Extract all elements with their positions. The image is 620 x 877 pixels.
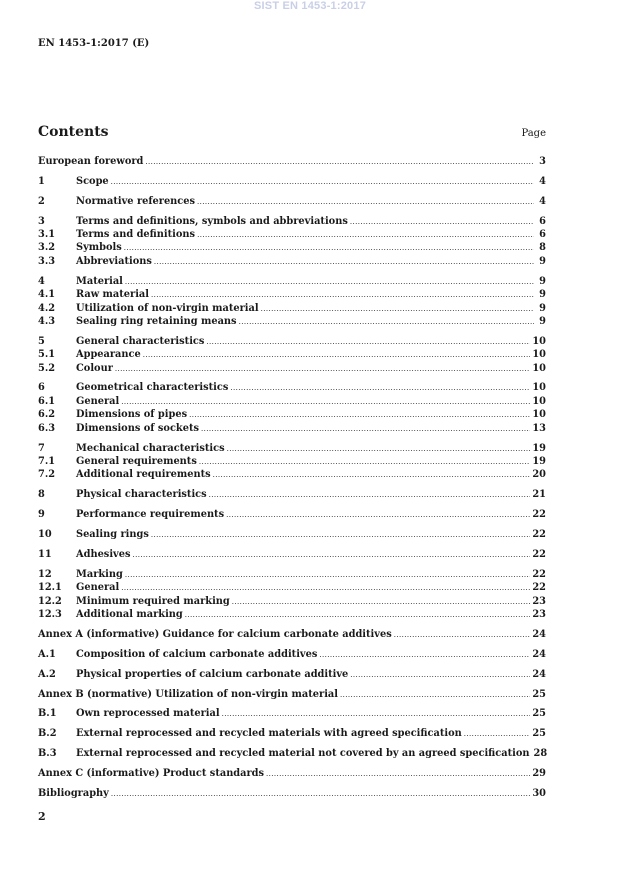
toc-entry-page: 23 [532,595,546,607]
toc-entry[interactable] [38,336,546,349]
toc-entry-title: Appearance [76,349,141,361]
toc-entry-number: 4.2 [38,302,56,314]
toc-entry-number: 12.1 [38,582,62,594]
toc-entry-page: 4 [539,195,546,207]
toc-entry[interactable] [38,156,546,169]
toc-dot-leader [111,788,531,799]
toc-dot-leader [151,289,534,300]
toc-entry-title: General requirements [76,455,197,467]
toc-entry[interactable] [38,629,546,642]
toc-entry-title: Annex C (informative) Product standards [38,768,265,780]
toc-entry-page: 3 [539,156,546,167]
toc-entry-number: A.2 [38,668,56,680]
toc-dot-leader [464,728,531,739]
toc-dot-leader [232,596,531,607]
toc-dot-leader [154,256,534,267]
toc-entry-title: Additional requirements [76,469,211,481]
toc-entry-number: B.2 [38,728,57,740]
toc-entry-number: 6 [38,382,45,394]
toc-entry-title: Physical characteristics [76,489,207,501]
toc-entry-title: Annex A (informative) Guidance for calcium carbonate additives [38,628,392,640]
toc-dot-leader [340,689,530,700]
toc-entry-number: 6.3 [38,422,56,434]
toc-entry-title: Additional marking [76,608,183,620]
document-id: EN 1453-1:2017 (E) [38,38,150,49]
toc-entry[interactable] [38,489,546,502]
toc-entry-page: 6 [539,215,546,227]
toc-entry-number: 6.2 [38,409,56,421]
toc-entry-page: 28 [533,748,548,760]
toc-entry-number: 3.2 [38,242,56,254]
toc-dot-leader [151,529,531,540]
toc-entry-title: Colour [76,362,113,374]
toc-entry-title: Physical properties of calcium carbonate additive [76,668,349,680]
toc-entry-page: 10 [532,382,546,394]
toc-dot-leader [189,409,530,420]
toc-dot-leader [115,363,530,374]
toc-entry[interactable] [38,229,546,242]
toc-dot-leader [121,396,530,407]
toc-entry-page: 29 [532,768,546,780]
toc-entry-number: 12 [38,568,52,580]
toc-entry-title: Own reprocessed material [76,708,220,720]
toc-entry-page: 9 [539,255,546,267]
toc-entry[interactable] [38,549,546,562]
toc-entry-number: A.1 [38,648,56,660]
toc-entry-page: 22 [532,582,546,594]
toc-entry-number: 11 [38,548,52,560]
toc-entry-number: 3.1 [38,229,56,241]
toc-entry-number: B.1 [38,708,57,720]
toc-entry-page: 24 [532,668,546,680]
toc-entry[interactable] [38,349,546,362]
toc-entry-title: Normative references [76,195,196,207]
toc-entry-number: 3.3 [38,255,56,267]
toc-entry[interactable] [38,196,546,209]
toc-entry[interactable] [38,768,546,781]
toc-entry-page: 9 [539,275,546,287]
toc-entry-title: Annex B (normative) Utilization of non-virgin material [38,688,338,700]
toc-entry[interactable] [38,469,546,482]
toc-dot-leader [226,509,530,520]
toc-entry-number: 5.2 [38,362,56,374]
toc-entry-title: Minimum required marking [76,595,230,607]
toc-entry-title: Bibliography [38,787,109,799]
toc-entry-page: 22 [532,509,546,521]
toc-entry-title: Terms and definitions [76,229,196,241]
toc-entry[interactable] [38,382,546,395]
toc-entry-page: 24 [532,648,546,660]
toc-dot-leader [201,423,530,434]
toc-entry[interactable] [38,748,546,761]
toc-entry-number: 4.3 [38,315,56,327]
toc-entry-number: 7.1 [38,455,56,467]
toc-entry[interactable] [38,609,546,622]
toc-entry-page: 19 [532,455,546,467]
toc-entry[interactable] [38,708,546,721]
toc-entry-title: Adhesives [76,548,131,560]
toc-entry[interactable] [38,596,546,609]
toc-entry-number: 12.3 [38,608,62,620]
toc-dot-leader [121,582,530,593]
toc-entry-title: Dimensions of sockets [76,422,199,434]
toc-entry-title: External reprocessed and recycled material not covered by an agreed specification [76,748,530,760]
toc-entry-page: 13 [532,422,546,434]
toc-entry-title: Scope [76,175,109,187]
toc-dot-leader [124,242,534,253]
toc-entry-title: General [76,582,120,594]
toc-dot-leader [125,569,531,580]
toc-dot-leader [145,156,534,167]
toc-entry-page: 10 [532,349,546,361]
toc-entry[interactable] [38,582,546,595]
toc-entry-number: 10 [38,528,52,540]
toc-entry-page: 25 [532,708,546,720]
toc-dot-leader [199,456,531,467]
toc-entry-title: Composition of calcium carbonate additives [76,648,318,660]
toc-entry-title: General characteristics [76,335,205,347]
toc-entry[interactable] [38,649,546,662]
toc-entry[interactable] [38,216,546,229]
toc-entry-page: 25 [532,688,546,700]
toc-entry-page: 30 [532,787,546,799]
toc-entry-page: 6 [539,229,546,241]
toc-dot-leader [185,609,531,620]
toc-entry[interactable] [38,689,546,702]
toc-entry[interactable] [38,509,546,522]
watermark: SIST EN 1453-1:2017 [253,0,367,12]
toc-entry-title: Dimensions of pipes [76,409,188,421]
toc-entry-page: 10 [532,395,546,407]
toc-dot-leader [319,649,530,660]
toc-entry-page: 9 [539,302,546,314]
toc-dot-leader [111,176,534,187]
page-column-label: Page [521,128,546,139]
toc-entry-title: European foreword [38,156,144,167]
toc-entry[interactable] [38,569,546,582]
toc-entry-number: B.3 [38,748,57,760]
toc-entry-title: Abbreviations [76,255,152,267]
toc-entry-page: 10 [532,335,546,347]
toc-entry-number: 9 [38,509,45,521]
toc-entry[interactable] [38,316,546,329]
toc-entry-title: Marking [76,568,123,580]
toc-entry[interactable] [38,176,546,189]
toc-entry[interactable] [38,529,546,542]
toc-dot-leader [222,708,531,719]
toc-entry-page: 22 [532,568,546,580]
toc-entry-page: 22 [532,528,546,540]
toc-dot-leader [206,336,530,347]
toc-entry-number: 3 [38,215,45,227]
toc-entry-number: 2 [38,195,45,207]
toc-dot-leader [133,549,531,560]
toc-entry-number: 5.1 [38,349,56,361]
toc-entry[interactable] [38,409,546,422]
toc-entry[interactable] [38,396,546,409]
toc-entry[interactable] [38,728,546,741]
toc-entry-page: 10 [532,409,546,421]
toc-entry[interactable] [38,242,546,255]
toc-entry-page: 24 [532,628,546,640]
toc-entry-title: General [76,395,120,407]
toc-entry-number: 5 [38,335,45,347]
toc-dot-leader [350,216,534,227]
toc-entry-page: 21 [532,489,546,501]
contents-heading: Contents [38,124,109,140]
toc-entry-page: 20 [532,469,546,481]
toc-entry[interactable] [38,669,546,682]
table-of-contents [38,156,546,801]
toc-entry-page: 10 [532,362,546,374]
toc-entry-number: 4.1 [38,289,56,301]
toc-entry[interactable] [38,423,546,436]
toc-entry[interactable] [38,303,546,316]
page-number: 2 [38,810,46,823]
toc-entry-page: 9 [539,289,546,301]
toc-entry[interactable] [38,456,546,469]
toc-dot-leader [227,443,531,454]
toc-entry[interactable] [38,276,546,289]
toc-dot-leader [239,316,534,327]
toc-entry-title: Symbols [76,242,122,254]
toc-entry-page: 23 [532,608,546,620]
toc-entry-number: 4 [38,275,45,287]
toc-entry-page: 25 [532,728,546,740]
toc-entry-page: 19 [532,442,546,454]
toc-entry-number: 12.2 [38,595,62,607]
toc-dot-leader [197,229,534,240]
toc-entry[interactable] [38,363,546,376]
toc-dot-leader [350,669,530,680]
toc-entry-title: Terms and definitions, symbols and abbreviations [76,215,348,227]
toc-entry-title: Geometrical characteristics [76,382,229,394]
toc-entry[interactable] [38,289,546,302]
toc-entry-title: Raw material [76,289,149,301]
toc-entry-page: 4 [539,175,546,187]
toc-entry-title: Material [76,275,123,287]
toc-dot-leader [209,489,531,500]
toc-entry-title: Sealing rings [76,528,149,540]
toc-dot-leader [261,303,534,314]
toc-dot-leader [197,196,534,207]
toc-dot-leader [213,469,531,480]
toc-entry-number: 8 [38,489,45,501]
toc-entry-page: 8 [539,242,546,254]
toc-entry-title: Mechanical characteristics [76,442,225,454]
toc-entry-page: 9 [539,315,546,327]
toc-dot-leader [266,768,530,779]
toc-entry-number: 7 [38,442,45,454]
toc-entry-page: 22 [532,548,546,560]
toc-entry-title: Performance requirements [76,509,225,521]
toc-dot-leader [230,382,530,393]
toc-dot-leader [125,276,534,287]
toc-entry-title: Utilization of non-virgin material [76,302,259,314]
toc-entry-number: 1 [38,175,45,187]
toc-dot-leader [394,629,531,640]
toc-entry[interactable] [38,256,546,269]
toc-entry-number: 6.1 [38,395,56,407]
toc-entry-title: External reprocessed and recycled materials with agreed specification [76,728,462,740]
toc-entry[interactable] [38,788,546,801]
toc-entry-number: 7.2 [38,469,56,481]
toc-entry-title: Sealing ring retaining means [76,315,237,327]
toc-dot-leader [143,349,531,360]
toc-entry[interactable] [38,443,546,456]
